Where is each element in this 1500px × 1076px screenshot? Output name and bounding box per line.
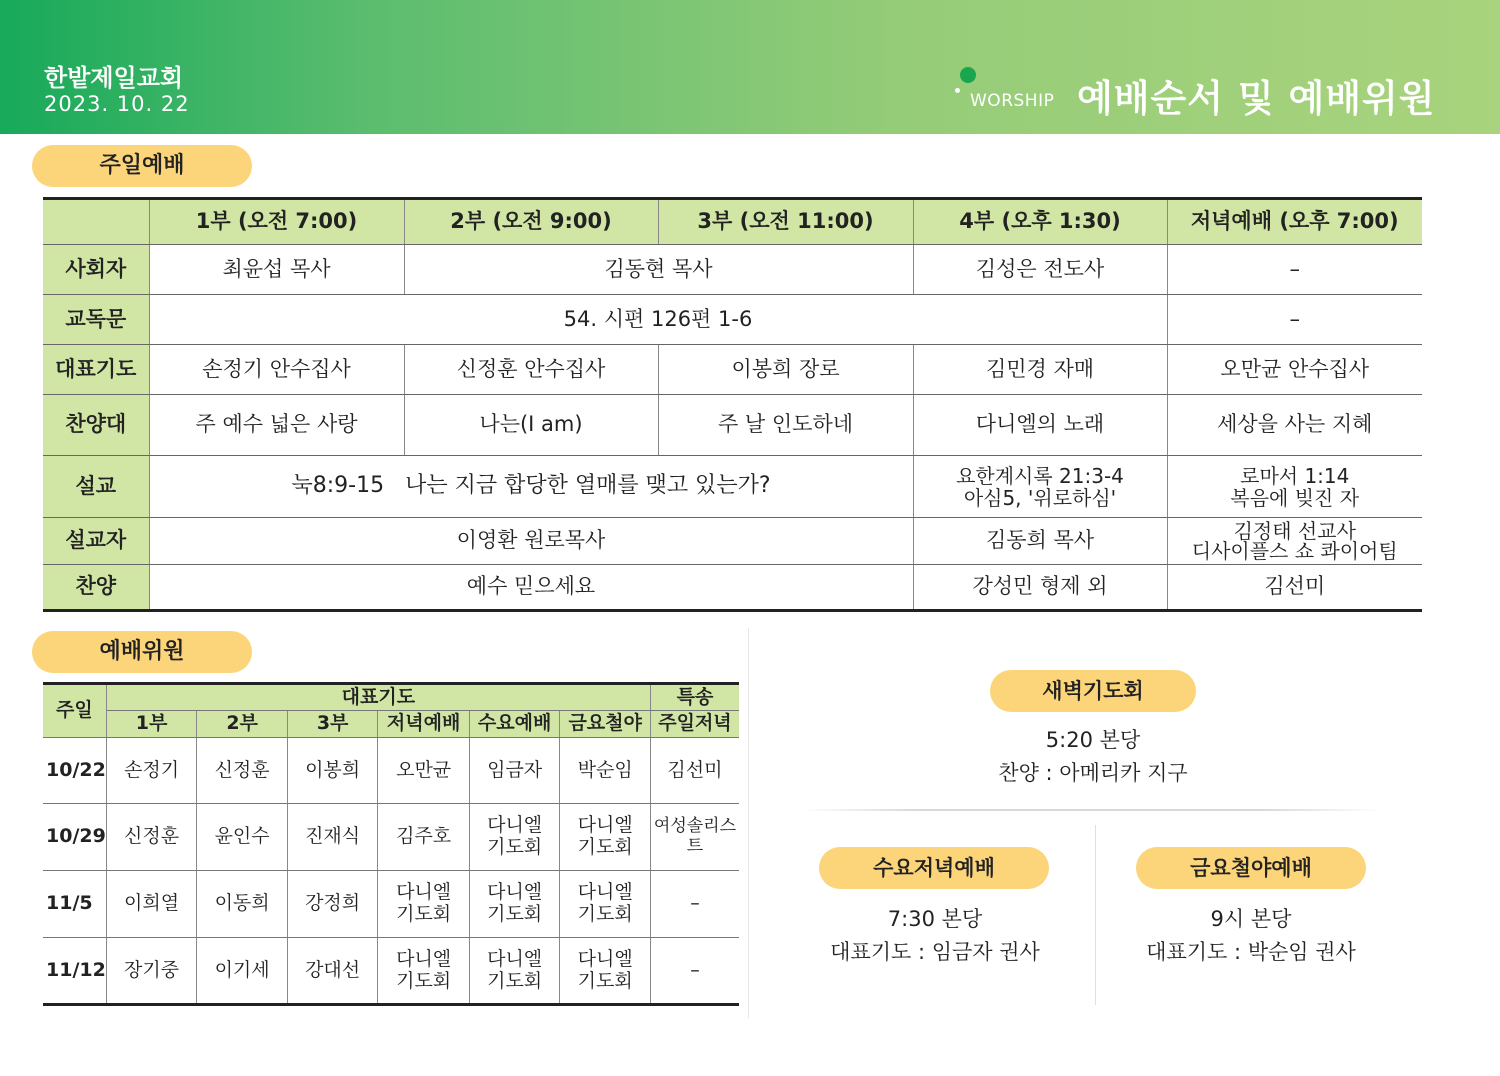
table-cell [378, 938, 470, 1005]
week-date: 10/29 [43, 804, 106, 871]
table-cell [378, 871, 470, 938]
col-header: 2부 [197, 711, 288, 738]
table-cell: – [650, 938, 739, 1005]
cell-line: 기도회 [396, 903, 452, 925]
col-header: 저녁예배 (오후 7:00) [1167, 199, 1422, 245]
friday-prayer: 대표기도 : 박순임 권사 [1146, 940, 1356, 964]
col-header: 4부 (오후 1:30) [913, 199, 1167, 245]
table-cell: 손정기 안수집사 [149, 345, 404, 395]
page-header [0, 0, 1500, 134]
table-row [43, 738, 739, 804]
table-cell: 이기세 [197, 938, 288, 1005]
table-cell: 이희열 [106, 871, 197, 938]
table-cell: – [1167, 245, 1422, 295]
column-divider [1095, 825, 1096, 1005]
week-date: 11/12 [43, 938, 106, 1005]
staff-subheader-row [43, 711, 739, 738]
table-row [43, 456, 1422, 518]
dawn-prayer-pill: 새벽기도회 [990, 670, 1196, 712]
table-row [43, 245, 1422, 295]
table-cell: 김동희 목사 [913, 518, 1167, 565]
table-cell [560, 938, 651, 1005]
wednesday-time: 7:30 본당 [887, 907, 983, 931]
table-cell: 주 날 인도하네 [658, 395, 913, 456]
sermon-text-line: 요한계시록 21:3-4 [956, 463, 1124, 488]
col-header: 수요예배 [469, 711, 560, 738]
prayer-group-header: 대표기도 [106, 684, 650, 711]
table-cell: 54. 시편 126편 1-6 [149, 295, 1167, 345]
cell-line: 다니엘 [396, 947, 452, 970]
col-header: 주일저녁 [650, 711, 739, 738]
corner-cell [43, 199, 149, 245]
friday-time: 9시 본당 [1210, 907, 1292, 931]
sermon-title-line: 복음에 빚진 자 [1230, 485, 1360, 510]
row-label: 사회자 [43, 245, 149, 295]
cell-line: 다니엘 [487, 881, 543, 904]
cell-line: 기도회 [396, 969, 452, 992]
row-label: 찬양대 [43, 395, 149, 456]
table-cell: – [650, 871, 739, 938]
table-cell [560, 804, 651, 871]
cell-line: 기도회 [487, 836, 543, 858]
table-cell: 김주호 [378, 804, 470, 871]
table-cell: 김민경 자매 [913, 345, 1167, 395]
col-header: 1부 [106, 711, 197, 738]
table-cell: 다니엘의 노래 [913, 395, 1167, 456]
table-row [43, 295, 1422, 345]
table-cell: 이봉희 [287, 738, 378, 804]
table-cell: 눅8:9-15 나는 지금 합당한 열매를 맺고 있는가? [149, 456, 913, 518]
preacher-line: 디사이플스 쇼 콰이어팀 [1191, 539, 1398, 563]
table-cell: 신정훈 안수집사 [404, 345, 658, 395]
table-cell: 박순임 [560, 738, 651, 804]
table-cell: 김동현 목사 [404, 245, 913, 295]
bulletin-date: 2023. 10. 22 [44, 92, 190, 116]
week-header: 주일 [43, 684, 106, 738]
row-label: 설교 [43, 456, 149, 518]
table-cell: 김선미 [650, 738, 739, 804]
table-cell: 장기중 [106, 938, 197, 1005]
sunday-order-table [43, 197, 1422, 612]
table-cell: 이영환 원로목사 [149, 518, 913, 565]
dawn-time: 5:20 본당 [1045, 728, 1141, 752]
table-cell: 오만균 [378, 738, 470, 804]
church-name: 한밭제일교회 [44, 64, 184, 92]
table-cell [1167, 518, 1422, 565]
table-cell: 오만균 안수집사 [1167, 345, 1422, 395]
staff-header-row [43, 684, 739, 711]
table-cell: 강대선 [287, 938, 378, 1005]
cell-line: 기도회 [577, 836, 633, 858]
section-label-en: WORSHIP [970, 91, 1055, 111]
table-cell: 여성솔리스트 [650, 804, 739, 871]
cell-line: 다니엘 [396, 881, 452, 904]
week-date: 11/5 [43, 871, 106, 938]
table-row [43, 804, 739, 871]
sermon-text-line: 로마서 1:14 [1240, 463, 1350, 488]
table-cell: 윤인수 [197, 804, 288, 871]
col-header: 3부 [287, 711, 378, 738]
table-cell: 신정훈 [197, 738, 288, 804]
sunday-worship-pill: 주일예배 [32, 145, 252, 187]
table-cell: 임금자 [469, 738, 560, 804]
table-cell: – [1167, 295, 1422, 345]
sermon-title-line: 아심5, '위로하심' [963, 485, 1117, 510]
table-cell [1167, 456, 1422, 518]
table-cell: 이봉희 장로 [658, 345, 913, 395]
table-row [43, 938, 739, 1005]
cell-line: 기도회 [577, 969, 633, 992]
table-row [43, 395, 1422, 456]
table-cell: 예수 믿으세요 [149, 565, 913, 611]
cell-line: 기도회 [487, 903, 543, 925]
accent-dot-icon [960, 67, 976, 83]
cell-line: 다니엘 [577, 881, 633, 904]
table-cell: 김선미 [1167, 565, 1422, 611]
table-cell: 주 예수 넓은 사랑 [149, 395, 404, 456]
row-label: 대표기도 [43, 345, 149, 395]
cell-line: 다니엘 [577, 814, 633, 837]
col-header: 저녁예배 [378, 711, 470, 738]
col-header: 3부 (오전 11:00) [658, 199, 913, 245]
table-row [43, 565, 1422, 611]
table-row [43, 871, 739, 938]
table-cell: 김성은 전도사 [913, 245, 1167, 295]
cell-line: 기도회 [577, 903, 633, 925]
week-date: 10/22 [43, 738, 106, 804]
table-cell: 최윤섭 목사 [149, 245, 404, 295]
table-cell: 이동희 [197, 871, 288, 938]
table-cell [469, 804, 560, 871]
col-header: 2부 (오전 9:00) [404, 199, 658, 245]
table-cell [469, 871, 560, 938]
cell-line: 다니엘 [487, 814, 543, 837]
col-header: 1부 (오전 7:00) [149, 199, 404, 245]
table-cell: 손정기 [106, 738, 197, 804]
panel-divider [748, 628, 749, 1018]
section-divider [800, 809, 1380, 811]
table-cell: 강정희 [287, 871, 378, 938]
cell-line: 다니엘 [577, 947, 633, 970]
wednesday-service-info [790, 903, 1080, 969]
col-header: 금요철야 [560, 711, 651, 738]
table-header-row [43, 199, 1422, 245]
row-label: 찬양 [43, 565, 149, 611]
special-group-header: 특송 [650, 684, 739, 711]
wednesday-service-pill: 수요저녁예배 [819, 847, 1049, 889]
worship-staff-pill: 예배위원 [32, 631, 252, 673]
dawn-praise: 찬양 : 아메리카 지구 [998, 761, 1188, 785]
page-title: 예배순서 및 예배위원 [1077, 77, 1436, 120]
friday-service-info [1106, 903, 1396, 969]
wednesday-prayer: 대표기도 : 임금자 권사 [830, 940, 1040, 964]
dawn-prayer-info [900, 724, 1286, 790]
table-cell: 진재식 [287, 804, 378, 871]
table-cell [469, 938, 560, 1005]
row-label: 교독문 [43, 295, 149, 345]
table-row [43, 518, 1422, 565]
table-cell: 신정훈 [106, 804, 197, 871]
worship-staff-table [43, 682, 739, 1006]
table-cell [913, 456, 1167, 518]
table-cell: 강성민 형제 외 [913, 565, 1167, 611]
friday-service-pill: 금요철야예배 [1136, 847, 1366, 889]
preacher-line: 김정태 선교사 [1233, 519, 1356, 543]
cell-line: 다니엘 [487, 947, 543, 970]
table-row [43, 345, 1422, 395]
cell-line: 기도회 [487, 969, 543, 992]
small-dot-icon [955, 88, 960, 93]
table-cell: 나는(I am) [404, 395, 658, 456]
table-cell [560, 871, 651, 938]
table-cell: 세상을 사는 지혜 [1167, 395, 1422, 456]
row-label: 설교자 [43, 518, 149, 565]
